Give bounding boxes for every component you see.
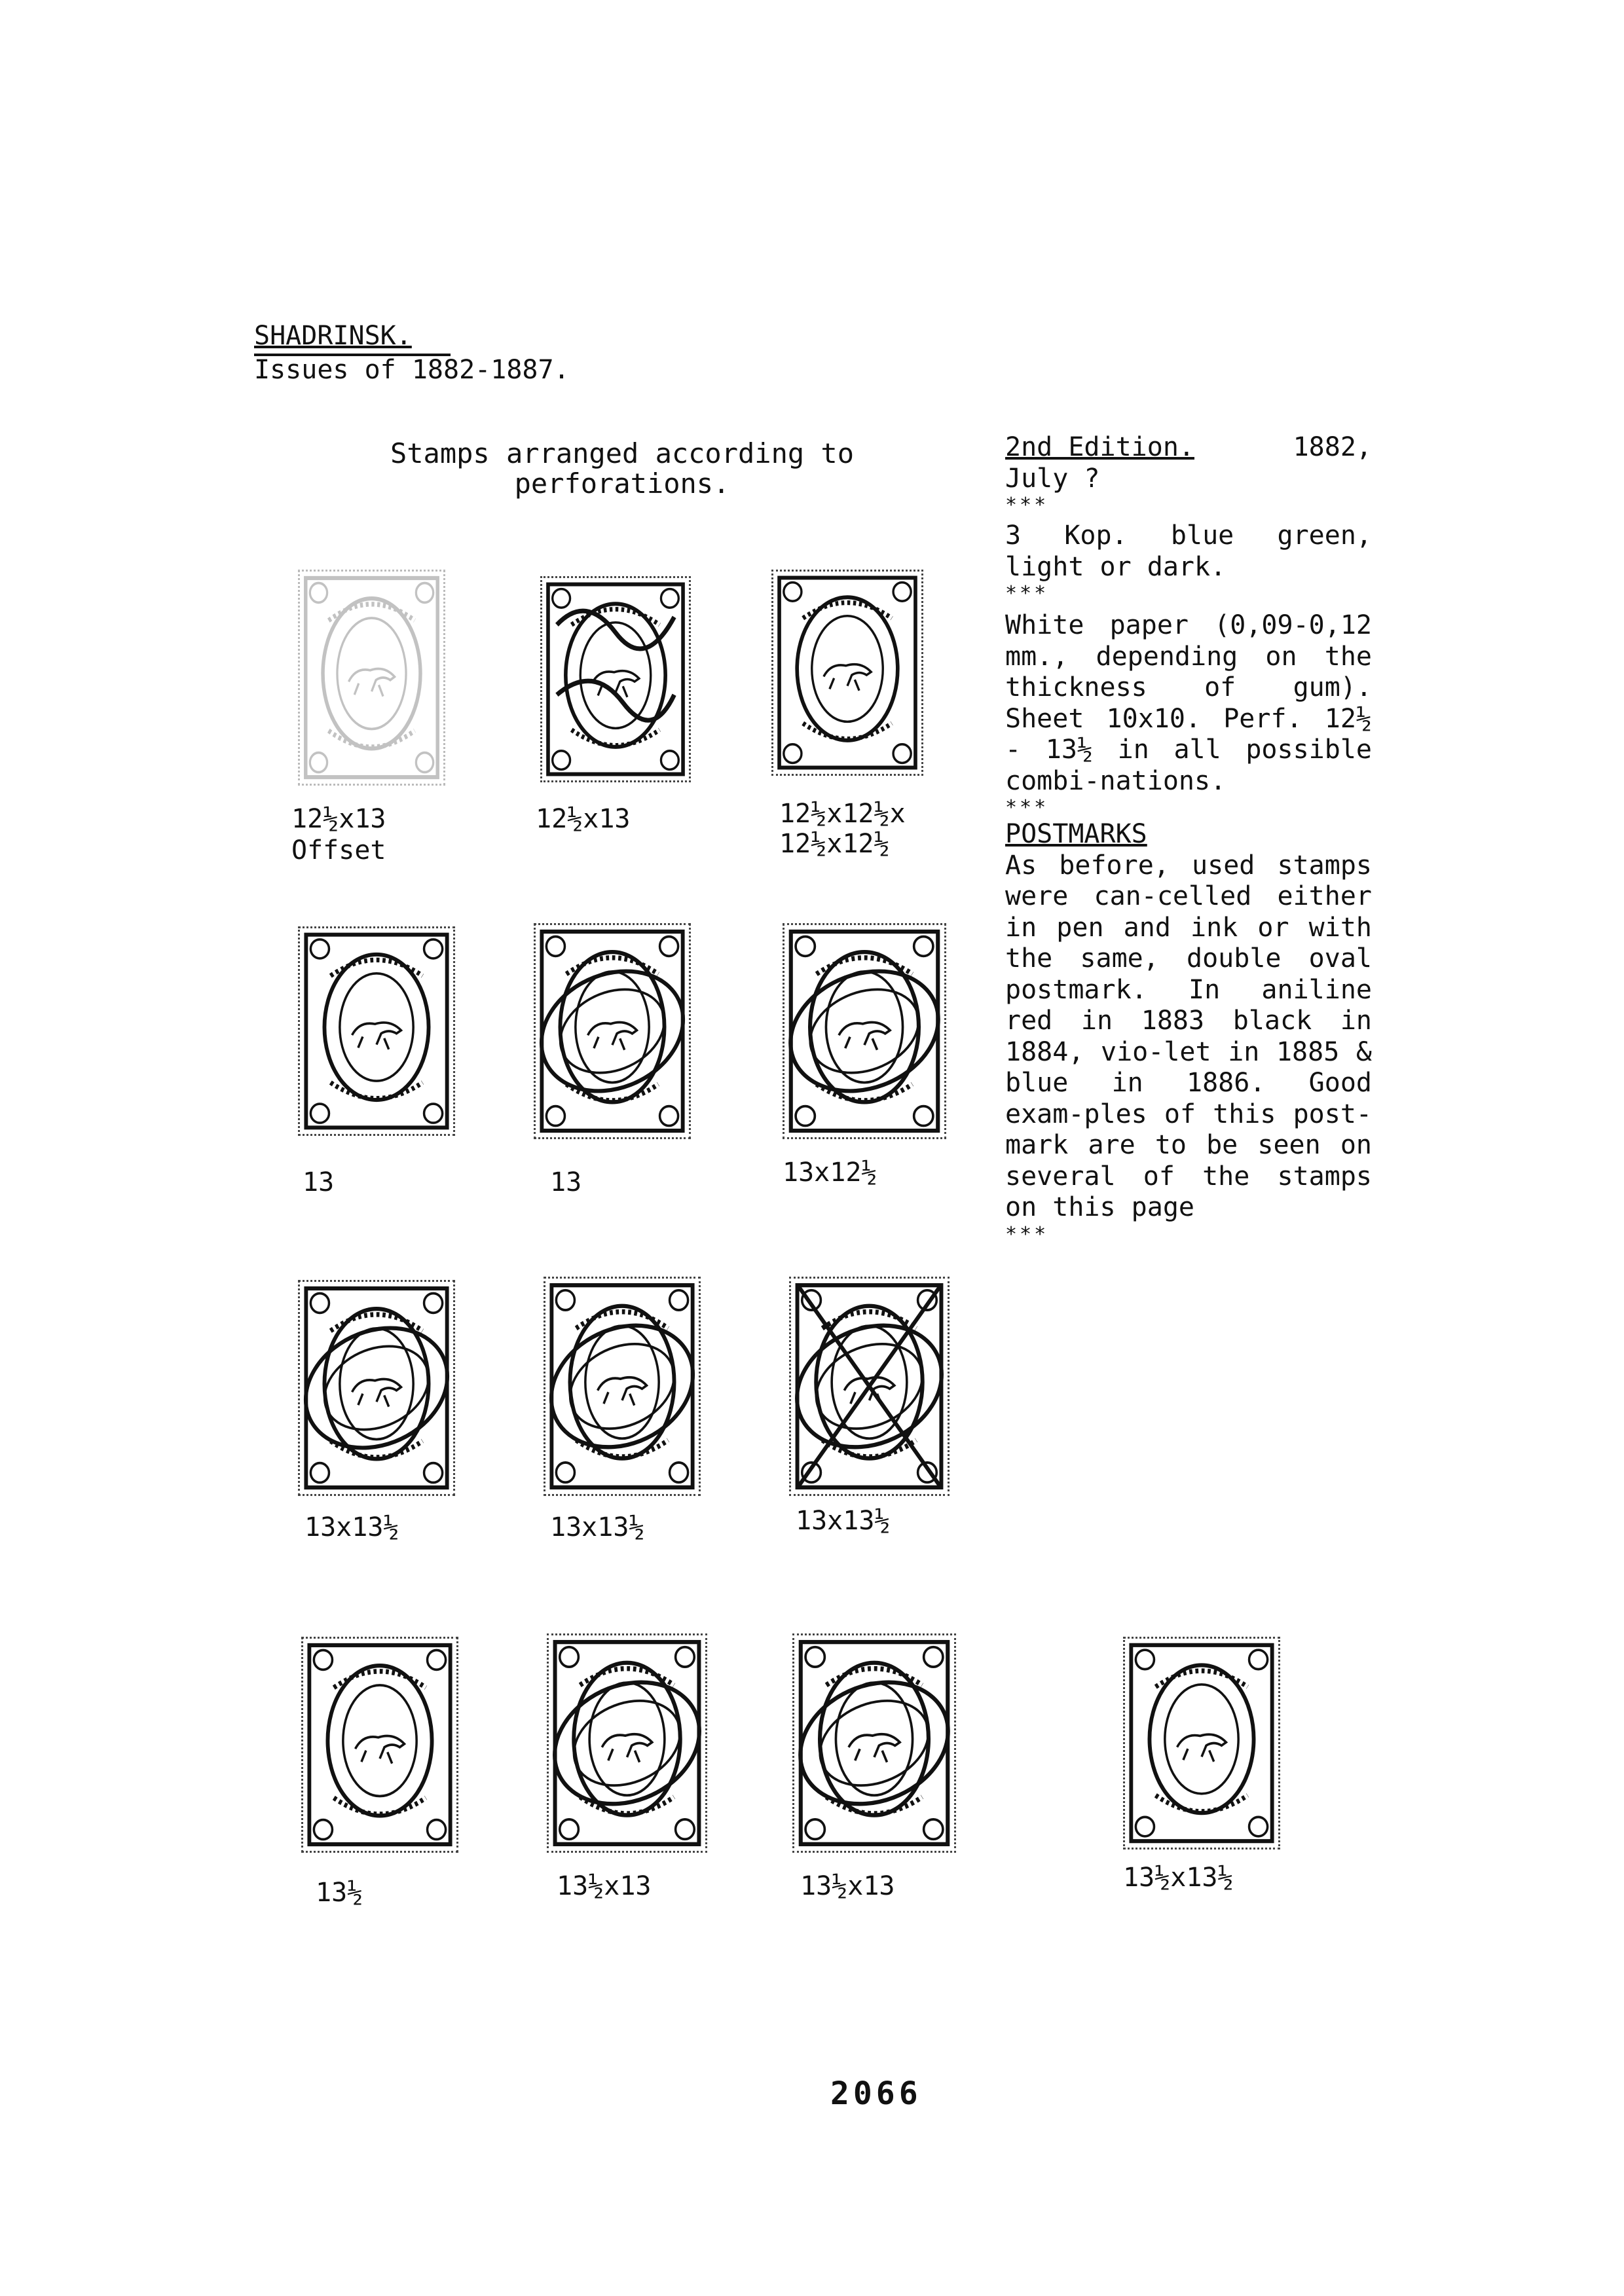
stamp-label: 13 [303, 1167, 335, 1197]
stamp-label: 13x12½ [783, 1157, 877, 1188]
stamp-image [298, 1280, 455, 1496]
stamp-label: 13½x13½ [1123, 1863, 1234, 1893]
stamp-image [540, 576, 691, 782]
intro-line-2: perforations. [514, 467, 730, 500]
stamp-label: 13x13½ [796, 1506, 891, 1536]
edition-year: 1882, [1293, 432, 1372, 462]
stamp-icon [773, 572, 921, 774]
stamp-image [789, 1277, 950, 1496]
stamp-image [534, 923, 691, 1139]
stamp-label: 13x13½ [550, 1512, 645, 1542]
stamp-icon [1125, 1639, 1278, 1848]
stamp-image [301, 1637, 458, 1853]
page-number: 2066 [830, 2075, 922, 2112]
stamp-image [547, 1633, 707, 1853]
color-description: 3 Kop. blue green, light or dark. [1005, 520, 1372, 582]
postmarked-stamp-icon [300, 1282, 453, 1494]
separator: *** [1005, 1222, 1049, 1246]
paper-description: White paper (0,09-0,12 mm., depending on the thickness of gum). Sheet 10x10. Perf. 12½ - 13½ in all possible combi-nations. [1005, 610, 1372, 796]
stamp-label: 13 [550, 1167, 582, 1197]
stamp-label-sub: Offset [291, 835, 386, 866]
cross-cancelled-stamp-icon [791, 1279, 948, 1494]
stamp-icon [300, 928, 453, 1134]
stamp-image [1123, 1637, 1280, 1850]
stamp-label: 12½x12½x [779, 799, 906, 829]
postmarks-heading-text: POSTMARKS [1005, 819, 1147, 849]
stamp-image [298, 926, 455, 1136]
stamp-label: 13½x13 [557, 1871, 652, 1901]
stamp-offset-image [298, 570, 445, 786]
postmarked-stamp-icon [549, 1635, 705, 1851]
stamp-label: 13½x13 [800, 1871, 895, 1901]
stamp-image [792, 1633, 956, 1853]
intro-line-1: Stamps arranged according to [390, 437, 854, 469]
stamp-label: 13½ [316, 1878, 363, 1908]
intro-text [327, 439, 917, 499]
postmarks-description: As before, used stamps were can-celled either in pen and ink or with the same, double oval postmark. In aniline red in 1883 black in 1884, vio-let in 1885 & blue in 1886. Good exam-ples of this post-mark are to be seen on several of the stamps on this page [1005, 850, 1372, 1222]
stamp-label: 12½x13 [536, 804, 631, 834]
stamp-icon [303, 1639, 456, 1851]
page-subtitle: Issues of 1882-1887. [254, 355, 570, 385]
stamp-image [771, 570, 923, 776]
stamp-label: 12½x13 [291, 804, 386, 834]
postmarked-stamp-icon [536, 925, 689, 1137]
edition-line [1005, 432, 1372, 464]
stamp-offset-icon [300, 572, 443, 784]
separator: *** [1005, 796, 1049, 819]
stamp-image [544, 1277, 701, 1496]
page-title: SHADRINSK. [254, 321, 412, 351]
postmarked-stamp-icon [545, 1279, 699, 1494]
stamp-image [783, 923, 946, 1139]
postmarked-stamp-icon [794, 1635, 954, 1851]
postmarks-heading [1005, 819, 1372, 850]
separator: *** [1005, 582, 1049, 605]
pen-cancelled-stamp-icon [542, 578, 689, 780]
edition-notes [1005, 432, 1372, 1246]
separator: *** [1005, 494, 1049, 517]
stamp-label: 13x13½ [304, 1512, 399, 1542]
edition-date: July ? [1005, 463, 1100, 494]
postmarked-stamp-icon [784, 925, 944, 1137]
edition-title: 2nd Edition. [1005, 432, 1194, 462]
stamp-label-sub: 12½x12½ [779, 829, 890, 859]
